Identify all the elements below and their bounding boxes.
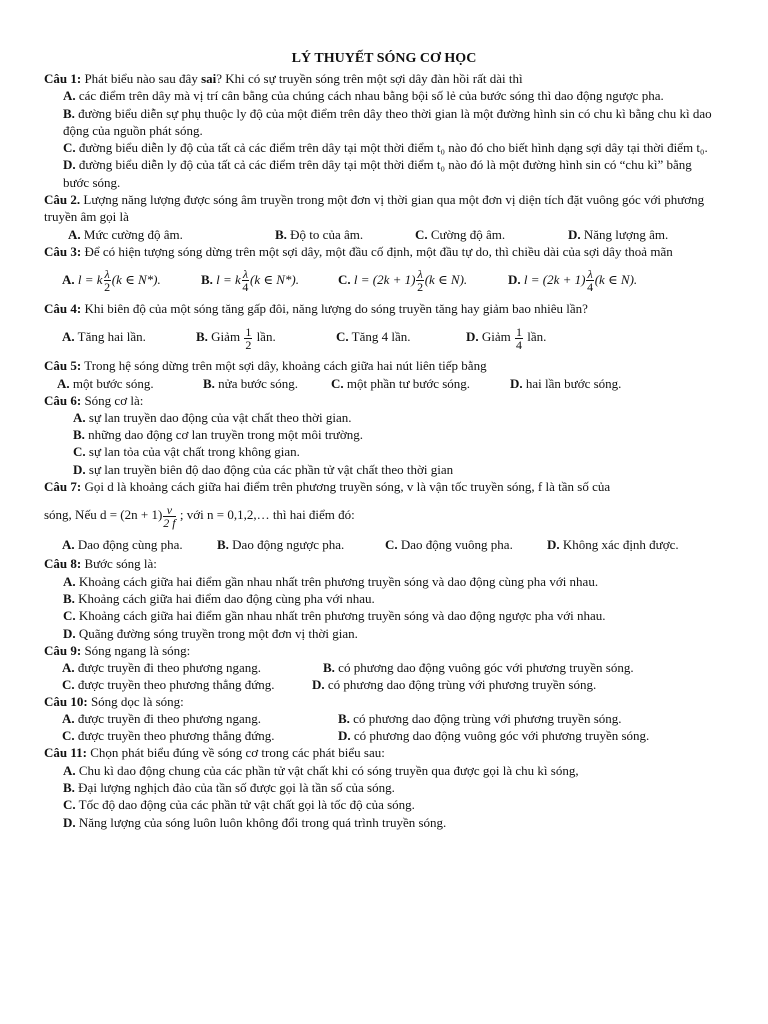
- option-label: C.: [331, 375, 344, 391]
- option-label: C.: [63, 797, 76, 813]
- option-label: B.: [217, 537, 229, 553]
- option-label: A.: [62, 537, 75, 553]
- option-text: sự lan tỏa của vật chất trong không gian.: [85, 444, 300, 460]
- option-label: D.: [466, 329, 479, 345]
- option-b: [275, 226, 363, 243]
- option-label: A.: [57, 375, 70, 391]
- option-text: đường biểu diễn ly độ của tất cả các điểm trên dây tại một thời điểm t₀ nào đó là một đường hình sin có “chu kì” bằng bước sóng.: [63, 157, 692, 190]
- option-label: B.: [323, 660, 335, 676]
- option-a: [62, 659, 261, 676]
- option-label: C.: [73, 444, 86, 460]
- option-label: C.: [338, 271, 351, 287]
- option-a: [62, 535, 183, 555]
- emphasis-text: sai: [201, 71, 217, 86]
- fraction: [586, 268, 593, 293]
- fraction: [416, 268, 423, 293]
- option-text: các điểm trên dây mà vị trí cân bằng của chúng cách nhau bằng bội số lẻ của bước sóng thì dao động ngược pha.: [75, 88, 664, 104]
- question-9: [0, 642, 768, 693]
- fraction-numerator: λ: [417, 267, 423, 282]
- question-11-stem: [0, 744, 768, 761]
- option-a: [57, 375, 154, 392]
- option-text: một phần tư bước sóng.: [343, 375, 471, 391]
- option-label: A.: [62, 711, 75, 727]
- question-label: Câu 2.: [44, 192, 81, 208]
- option-label: B.: [203, 375, 215, 391]
- option-text: sự lan truyền dao động của vật chất theo thời gian.: [85, 409, 352, 425]
- question-10: [0, 693, 768, 744]
- fraction-denominator: 4: [242, 280, 249, 295]
- fraction-denominator: 2 f: [163, 515, 176, 530]
- question-text: Sóng cơ là:: [81, 392, 144, 408]
- option-label: C.: [415, 226, 428, 242]
- formula-text: l = (2k + 1): [353, 271, 416, 287]
- question-5-stem: [0, 357, 768, 374]
- fraction: [163, 504, 175, 529]
- option-label: A.: [73, 409, 86, 425]
- question-2-options: [0, 226, 768, 243]
- option-label: A.: [63, 88, 76, 104]
- option-text: Quãng đường sóng truyền trong một đơn vị thời gian.: [75, 625, 358, 641]
- fraction-denominator: 4: [587, 280, 594, 295]
- option-b: [0, 779, 768, 796]
- option-label: D.: [547, 537, 560, 553]
- question-label: Câu 11:: [44, 745, 87, 761]
- question-7: [0, 478, 768, 555]
- option-d: [0, 814, 768, 831]
- option-c: [62, 727, 275, 744]
- option-label: B.: [201, 271, 213, 287]
- question-5-options: [0, 375, 768, 392]
- worksheet-page: [0, 50, 768, 831]
- option-label: D.: [568, 226, 581, 242]
- option-text: có phương dao động vuông góc với phương truyền sóng.: [334, 660, 634, 676]
- fraction: [515, 326, 523, 351]
- option-label: D.: [73, 461, 86, 477]
- option-label: C.: [385, 537, 398, 553]
- option-d: [547, 535, 679, 555]
- question-1: [0, 70, 768, 191]
- question-7-condition: [0, 495, 768, 535]
- formula-text: l = (2k + 1): [523, 271, 586, 287]
- option-a: [0, 762, 768, 779]
- fraction-numerator: v: [163, 504, 175, 517]
- fraction-numerator: λ: [242, 267, 249, 282]
- option-label: D.: [510, 375, 523, 391]
- option-b: [0, 105, 768, 140]
- option-a: [62, 260, 161, 300]
- option-b: [323, 659, 634, 676]
- option-c: [0, 443, 768, 460]
- question-text: Lượng năng lượng được sóng âm truyền trong một đơn vị thời gian qua một đơn vị diện tích đặt vuông góc với phương truyền âm gọi là: [44, 192, 705, 225]
- question-10-options-row1: [0, 710, 768, 727]
- question-3-stem: [0, 243, 768, 260]
- option-d: [338, 727, 649, 744]
- option-c: [0, 139, 768, 156]
- question-3: [0, 243, 768, 300]
- question-text: Gọi d là khoảng cách giữa hai điểm trên phương truyền sóng, v là vận tốc truyền sóng, f là tần số của: [81, 479, 611, 495]
- formula-text: (k ∈ N*).: [111, 271, 161, 287]
- option-text: được truyền đi theo phương ngang.: [74, 711, 261, 727]
- option-b: [0, 426, 768, 443]
- option-d: [0, 156, 768, 191]
- option-text: Khoảng cách giữa hai điểm gần nhau nhất trên phương truyền sóng và dao động cùng pha với nhau.: [75, 573, 599, 589]
- option-text: một bước sóng.: [69, 375, 154, 391]
- question-label: Câu 9:: [44, 642, 82, 658]
- option-label: C.: [62, 728, 75, 744]
- question-9-stem: [0, 642, 768, 659]
- option-a: [0, 573, 768, 590]
- question-label: Câu 1:: [44, 71, 82, 86]
- option-label: B.: [73, 427, 85, 443]
- option-label: A.: [62, 329, 75, 345]
- fraction-numerator: λ: [104, 267, 110, 282]
- option-text: nửa bước sóng.: [214, 375, 298, 391]
- formula-text: l = k: [77, 271, 103, 287]
- option-text: lần.: [524, 329, 547, 345]
- fraction-numerator: 1: [245, 324, 252, 339]
- fraction-denominator: 2: [104, 280, 111, 295]
- question-text: Bước sóng là:: [81, 556, 157, 572]
- question-label: Câu 6:: [44, 392, 82, 408]
- option-a: [0, 87, 768, 104]
- option-label: D.: [338, 728, 351, 744]
- option-text: Mức cường độ âm.: [80, 226, 183, 242]
- option-c: [336, 317, 411, 357]
- option-label: B.: [63, 780, 75, 796]
- option-text: Khoảng cách giữa hai điểm gần nhau nhất trên phương truyền sóng và dao động ngược pha với nhau.: [75, 608, 606, 624]
- option-a: [62, 710, 261, 727]
- option-text: Không xác định được.: [559, 537, 679, 553]
- fraction: [104, 268, 111, 293]
- question-6: [0, 392, 768, 478]
- option-text: có phương dao động trùng với phương truyền sóng.: [349, 711, 622, 727]
- option-text: Khoảng cách giữa hai điểm dao động cùng pha với nhau.: [74, 590, 375, 606]
- question-text: sóng, Nếu d = (2n + 1): [44, 507, 163, 523]
- option-label: C.: [63, 140, 76, 156]
- option-text: Độ to của âm.: [286, 226, 364, 242]
- option-c: [415, 226, 505, 243]
- option-text: lần.: [253, 329, 276, 345]
- question-10-stem: [0, 693, 768, 710]
- option-label: B.: [196, 329, 208, 345]
- question-7-stem: [0, 478, 768, 495]
- option-b: [0, 590, 768, 607]
- option-text: đường biểu diễn sự phụ thuộc ly độ của một điểm trên dây theo thời gian là một đường hình sin có chu kì bằng chu kì dao động của nguồn phát sóng.: [63, 105, 712, 138]
- question-2: [0, 191, 768, 243]
- question-8-stem: [0, 555, 768, 572]
- question-10-options-row2: [0, 727, 768, 744]
- question-5: [0, 357, 768, 391]
- option-label: A.: [62, 660, 75, 676]
- fraction: [244, 326, 252, 351]
- option-text: Tốc độ dao động của các phần tử vật chất gọi là tốc độ của sóng.: [75, 797, 415, 813]
- option-b: [196, 317, 276, 357]
- option-d: [508, 260, 637, 300]
- option-label: B.: [275, 226, 287, 242]
- question-9-options-row1: [0, 659, 768, 676]
- option-text: có phương dao động vuông góc với phương truyền sóng.: [350, 728, 650, 744]
- option-text: được truyền theo phương thẳng đứng.: [74, 728, 275, 744]
- question-4-options: [0, 317, 768, 357]
- option-text: Giảm: [207, 329, 244, 345]
- question-2-stem: [0, 191, 768, 226]
- fraction: [242, 268, 249, 293]
- question-text: Để có hiện tượng sóng dừng trên một sợi dây, một đầu cố định, một đầu tự do, thì chiều dài của sợi dây thoả mãn: [81, 243, 673, 259]
- fraction-numerator: 1: [516, 324, 523, 339]
- option-text: Dao động ngược pha.: [228, 537, 345, 553]
- option-label: A.: [63, 573, 76, 589]
- option-a: [68, 226, 183, 243]
- option-label: D.: [63, 157, 76, 173]
- option-label: D.: [312, 677, 325, 693]
- option-c: [0, 607, 768, 624]
- question-label: Câu 3:: [44, 243, 82, 259]
- question-text: ? Khi có sự truyền sóng trên một sợi dây đàn hồi rất dài thì: [216, 71, 523, 86]
- option-label: D.: [63, 814, 76, 830]
- option-d: [0, 625, 768, 642]
- option-c: [385, 535, 513, 555]
- formula-text: (k ∈ N).: [594, 271, 638, 287]
- option-b: [338, 710, 622, 727]
- option-text: được truyền theo phương thẳng đứng.: [74, 677, 275, 693]
- fraction-denominator: 2: [245, 337, 252, 352]
- page-title: LÝ THUYẾT SÓNG CƠ HỌC: [291, 51, 477, 66]
- option-text: Tăng 4 lần.: [348, 329, 411, 345]
- question-text: Phát biểu nào sau đây: [81, 71, 202, 86]
- option-text: Năng lượng của sóng luôn luôn không đổi trong quá trình truyền sóng.: [75, 814, 447, 830]
- formula-text: (k ∈ N*).: [250, 271, 300, 287]
- fraction-denominator: 4: [516, 337, 523, 352]
- option-text: có phương dao động trùng với phương truyền sóng.: [324, 677, 597, 693]
- question-text: Chọn phát biểu đúng về sóng cơ trong các phát biểu sau:: [86, 745, 385, 761]
- option-text: Dao động vuông pha.: [397, 537, 513, 553]
- question-label: Câu 4:: [44, 300, 82, 316]
- option-text: Chu kì dao động chung của các phần tử vật chất khi có sóng truyền qua được gọi là chu kì sóng,: [75, 762, 579, 778]
- option-text: những dao động cơ lan truyền trong một môi trường.: [84, 427, 363, 443]
- option-label: A.: [62, 271, 75, 287]
- formula-text: (k ∈ N).: [424, 271, 468, 287]
- option-c: [62, 676, 275, 693]
- question-11: [0, 744, 768, 830]
- option-b: [201, 260, 299, 300]
- question-text: Trong hệ sóng dừng trên một sợi dây, khoảng cách giữa hai nút liên tiếp bằng: [81, 358, 487, 374]
- option-text: Tăng hai lần.: [74, 329, 146, 345]
- formula-text: l = k: [216, 271, 241, 287]
- option-label: B.: [63, 105, 75, 121]
- option-text: được truyền đi theo phương ngang.: [74, 660, 261, 676]
- question-text: ; với n = 0,1,2,… thì hai điểm đó:: [176, 507, 355, 523]
- option-a: [0, 409, 768, 426]
- question-9-options-row2: [0, 676, 768, 693]
- option-c: [338, 260, 467, 300]
- question-label: Câu 5:: [44, 358, 82, 374]
- question-text: Khi biên độ của một sóng tăng gấp đôi, năng lượng do sóng truyền tăng hay giảm bao nhiêu lần?: [81, 300, 588, 316]
- option-d: [312, 676, 596, 693]
- question-text: Sóng ngang là sóng:: [81, 642, 191, 658]
- question-1-stem: [0, 70, 768, 87]
- option-d: [0, 461, 768, 478]
- option-label: D.: [508, 271, 521, 287]
- question-8: [0, 555, 768, 641]
- option-b: [203, 375, 298, 392]
- option-d: [568, 226, 668, 243]
- option-label: C.: [336, 329, 349, 345]
- option-label: A.: [68, 226, 81, 242]
- option-text: Năng lượng âm.: [580, 226, 669, 242]
- option-d: [466, 317, 546, 357]
- option-label: B.: [338, 711, 350, 727]
- question-text: Sóng dọc là sóng:: [87, 694, 184, 710]
- option-b: [217, 535, 344, 555]
- option-text: Giảm: [478, 329, 515, 345]
- option-c: [0, 796, 768, 813]
- option-label: D.: [63, 625, 76, 641]
- question-3-options: [0, 260, 768, 300]
- question-4: [0, 300, 768, 357]
- option-text: hai lần bước sóng.: [522, 375, 622, 391]
- option-label: C.: [63, 608, 76, 624]
- option-a: [62, 317, 146, 357]
- fraction-numerator: λ: [587, 267, 593, 282]
- option-text: sự lan truyền biên độ dao động của các phần tử vật chất theo thời gian: [85, 461, 454, 477]
- option-c: [331, 375, 470, 392]
- question-label: Câu 8:: [44, 556, 82, 572]
- question-label: Câu 10:: [44, 694, 88, 710]
- question-6-stem: [0, 392, 768, 409]
- option-text: Đại lượng nghịch đảo của tần số được gọi là tần số của sóng.: [74, 780, 395, 796]
- option-text: Cường độ âm.: [427, 226, 506, 242]
- option-d: [510, 375, 621, 392]
- question-label: Câu 7:: [44, 479, 82, 495]
- fraction-denominator: 2: [417, 280, 424, 295]
- option-label: C.: [62, 677, 75, 693]
- option-text: đường biểu diễn ly độ của tất cả các điểm trên dây tại một thời điểm t₀ nào đó cho biết hình dạng sợi dây tại thời điểm t₀.: [75, 140, 708, 156]
- question-4-stem: [0, 300, 768, 317]
- option-label: B.: [63, 590, 75, 606]
- option-label: A.: [63, 762, 76, 778]
- option-text: Dao động cùng pha.: [74, 537, 183, 553]
- question-7-options: [0, 535, 768, 555]
